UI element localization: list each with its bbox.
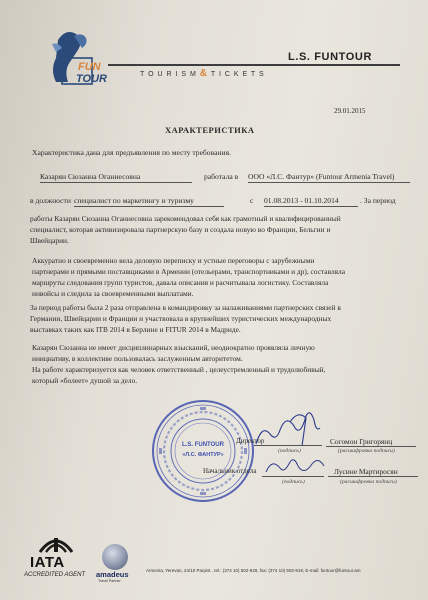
dept-name-caption: (расшифровка подписи) <box>340 479 397 485</box>
dept-head-name: Лусине Мартиросян <box>334 467 398 476</box>
paragraph-4-line: который «болеет» душой за дело. <box>32 376 138 385</box>
paragraph-4-line: инициативу, в коллективе пользовалась заслуженным авторитетом. <box>32 354 243 363</box>
stamp-text-cyrillic: «Л.С. ФАНТУР» <box>182 452 224 458</box>
header-rule <box>108 64 400 66</box>
paragraph-1-line: специалист, которая активизировала партнерскую базу и создала новую во Франции, Бельгии и <box>30 225 331 234</box>
iata-text: IATA <box>30 554 65 571</box>
paragraph-3-line: Германии, Швейцарии и Франции и участвовала в крупнейших туристических международных <box>30 314 332 323</box>
logo-text-fun: FUN <box>78 61 101 73</box>
amadeus-subtext: Travel Partner <box>98 579 121 583</box>
footer-address: Armenia, Yerevan, 24/10 Parpist , tel.: (374 10) 502-929, fax: (374 10) 502-919, E-mail: funtour@funtour.am <box>146 568 361 573</box>
employment-period: 01.08.2013 - 01.10.2014 <box>264 195 358 207</box>
amadeus-text: amadeus <box>96 570 129 579</box>
paragraph-3-line: За период работы была 2 раза отправлена в командировку за налаживаниями партнерских связей в <box>30 303 341 312</box>
company-name: ООО «Л.С. Фантур» (Funtour Armenia Travel) <box>248 171 410 183</box>
dept-head-signature <box>262 452 332 482</box>
document-date: 29.01.2015 <box>334 107 366 115</box>
paragraph-2-line: маршруты следования групп туристов, давала описания и расчитывала логистику. Составляла <box>32 278 329 287</box>
paragraph-2-line: партнерами и прямыми поставщиками в Армении (отельерами, транспортниками и др), составляла <box>32 267 346 276</box>
tagline-tourism: T O U R I S M <box>140 71 197 78</box>
director-sign-caption: (подпись) <box>278 448 301 454</box>
brand-name: L.S. FUNTOUR <box>288 51 372 63</box>
from-label: с <box>250 196 254 205</box>
period-suffix: . За период <box>360 196 396 205</box>
document-title: ХАРАКТЕРИСТИКА <box>165 125 255 135</box>
paragraph-1-line: Швейцарии. <box>30 236 69 245</box>
dept-name-line <box>328 476 418 477</box>
amadeus-globe-icon <box>102 544 128 570</box>
paragraph-4-line: Казарян Сюзанна не имеет дисциплинарных взысканий, неоднократно проявляла личную <box>32 343 315 352</box>
logo-text-tour: TOUR <box>76 73 107 85</box>
stamp-text-latin: L.S. FUNTOUR <box>182 442 224 448</box>
dept-sign-caption: (подпись) <box>282 479 305 485</box>
tagline <box>140 68 265 79</box>
dept-head-label: Начальник отдела <box>203 467 257 475</box>
director-name-line <box>326 446 416 447</box>
paragraph-3-line: выставках таких как ITB 2014 в Берлине и FITUR 2014 в Мадриде. <box>30 325 241 334</box>
iata-subtext: ACCREDITED AGENT <box>24 572 86 578</box>
director-name: Согомон Григорянц <box>330 437 393 446</box>
funtour-logo <box>38 22 118 102</box>
position-value: специалист по маркетингу и туризму <box>74 195 224 207</box>
paragraph-2-line: инвойсы и следила за своевременными выплатами. <box>32 289 194 298</box>
director-sign-line <box>254 445 322 446</box>
paragraph-2-line: Аккуратно и своевременно вела деловую переписку и устные переговоры с зарубежными <box>32 256 315 265</box>
stamp-seal-icon <box>150 398 256 504</box>
amadeus-logo <box>96 544 140 584</box>
intro-text: Характеристика дана для предъявления по месту требования. <box>32 148 231 157</box>
iata-globe-icon <box>36 534 76 556</box>
director-name-caption: (расшифровка подписи) <box>338 448 395 454</box>
tagline-tickets: T I C K E T S <box>210 71 265 78</box>
iata-logo <box>22 534 92 580</box>
dept-sign-line <box>262 476 324 477</box>
paragraph-1-line: работы Казарян Сюзанна Оганнесовна зарекомендовал себя как грамотный и квалифицированный <box>30 214 341 223</box>
tagline-amp: & <box>199 68 209 79</box>
paragraph-4-line: На работе характеризуется как человек ответственный , целеустремленный и трудолюбивый, <box>32 365 326 374</box>
employee-name: Казарян Сюзанна Оганнесовна <box>40 171 192 183</box>
dept-signature-icon <box>262 452 332 482</box>
position-label: в должности <box>30 196 71 205</box>
director-label: Директор <box>236 437 265 445</box>
company-stamp <box>150 398 256 504</box>
worked-in-label: работала в <box>204 172 239 181</box>
